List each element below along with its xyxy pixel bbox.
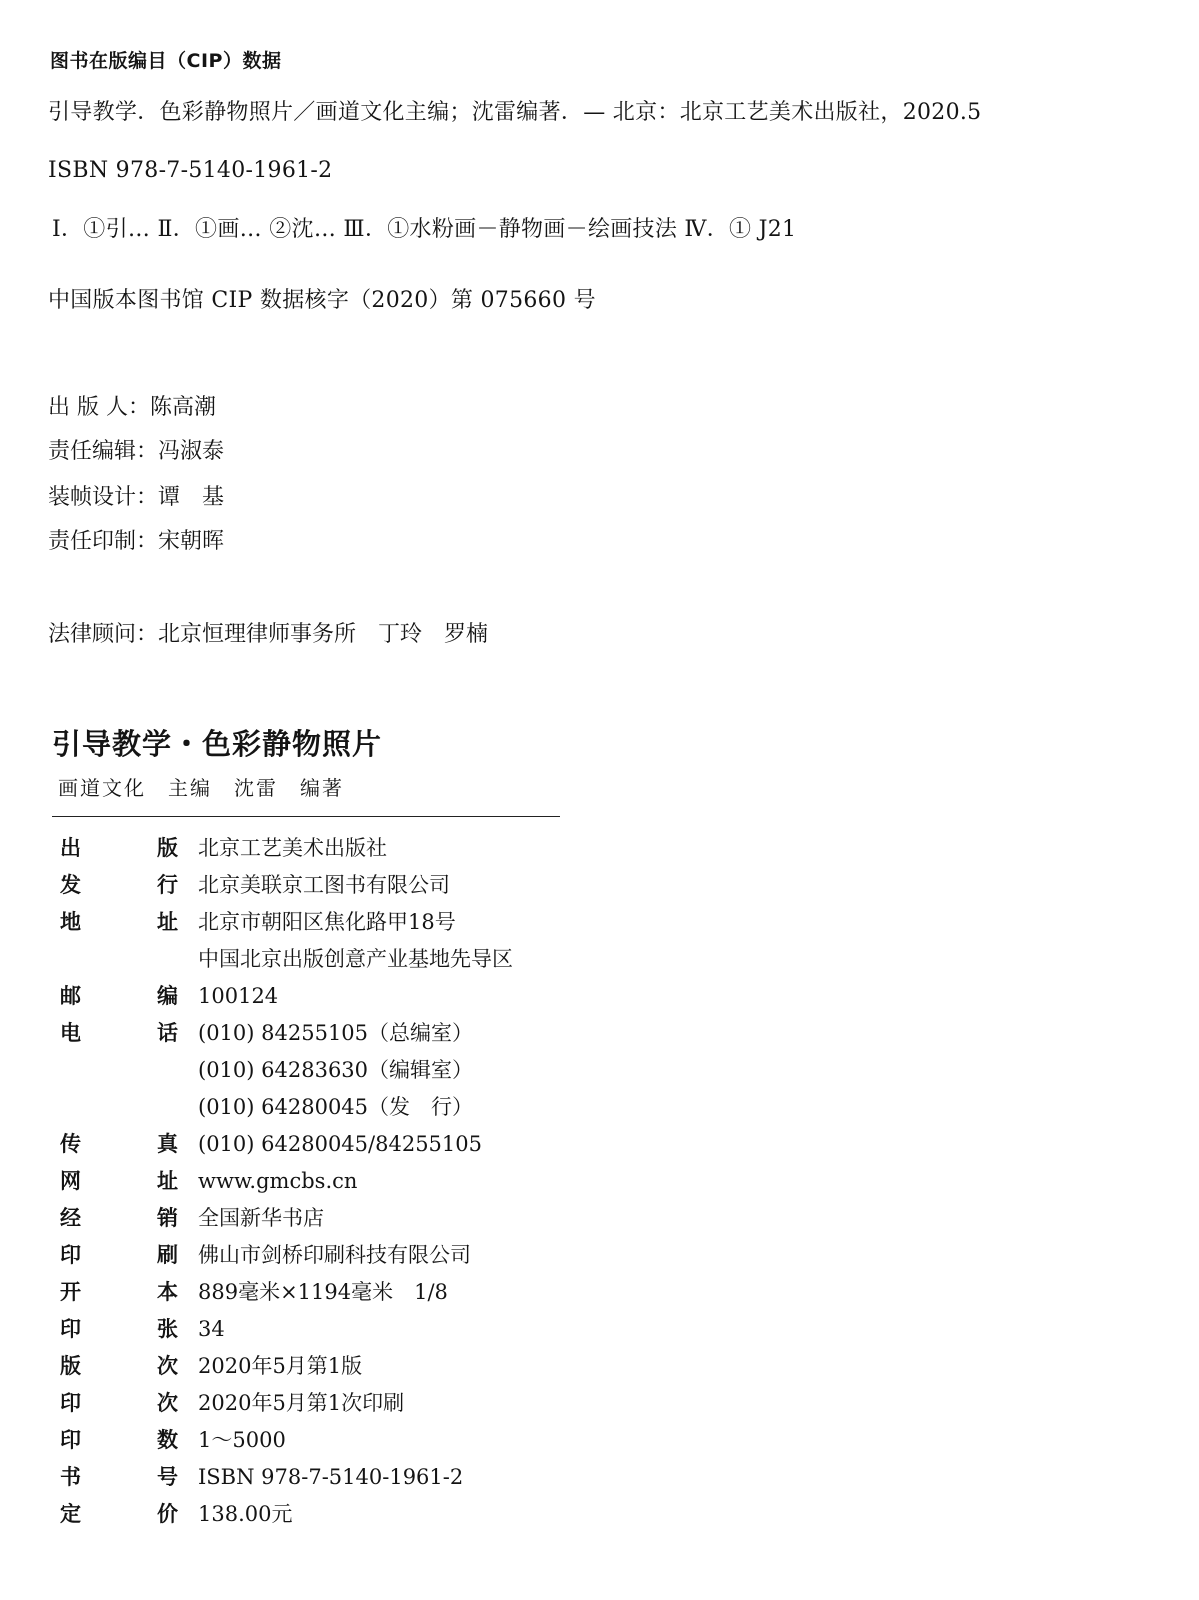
imprint-label-char-1: 印 [60,1243,81,1267]
staff-row-editor [48,434,224,465]
imprint-label [60,1126,178,1163]
imprint-label-char-1: 书 [60,1465,81,1489]
imprint-value: (010) 64283630（编辑室） [198,1058,474,1082]
staff-value: 谭 基 [158,485,225,510]
imprint-row [60,1052,580,1089]
imprint-row [60,941,580,978]
cip-verification: 中国版本图书馆 CIP 数据核字（2020）第 075660 号 [48,288,596,313]
imprint-value: (010) 64280045（发 行） [198,1095,474,1119]
imprint-label-char-2: 址 [157,910,178,934]
imprint-value: 全国新华书店 [198,1206,324,1230]
imprint-label-char-2: 刷 [157,1243,178,1267]
imprint-value: 北京市朝阳区焦化路甲18号 [198,910,456,934]
imprint-label [60,1348,178,1385]
imprint-label [60,1385,178,1422]
cip-classification: Ⅰ．①引… Ⅱ．①画… ②沈… Ⅲ．①水粉画－静物画－绘画技法 Ⅳ．① J21 [52,217,797,242]
imprint-value: 34 [198,1317,225,1341]
imprint-label-char-1: 电 [60,1021,81,1045]
imprint-row [60,1274,580,1311]
imprint-label [60,1459,178,1496]
imprint-label [60,1422,178,1459]
imprint-value: (010) 84255105（总编室） [198,1021,474,1045]
imprint-value: 佛山市剑桥印刷科技有限公司 [198,1243,471,1267]
imprint-value: 889毫米×1194毫米 1/8 [198,1280,448,1304]
imprint-label-char-2: 次 [157,1391,178,1415]
imprint-label-char-2: 行 [157,873,178,897]
imprint-value: 138.00元 [198,1502,293,1526]
imprint-label [60,1200,178,1237]
imprint-label-char-2: 数 [157,1428,178,1452]
imprint-label-char-1: 开 [60,1280,81,1304]
imprint-label-char-2: 编 [157,984,178,1008]
imprint-label-char-1: 版 [60,1354,81,1378]
imprint-label [60,1163,178,1200]
cip-isbn: ISBN 978-7-5140-1961-2 [48,158,333,183]
title-divider [52,816,560,817]
imprint-row [60,1237,580,1274]
cip-entry: 引导教学．色彩静物照片／画道文化主编；沈雷编著．— 北京：北京工艺美术出版社，2020.5 [48,100,982,125]
imprint-label-char-1: 定 [60,1502,81,1526]
imprint-label-char-2: 销 [157,1206,178,1230]
book-title: 引导教学・色彩静物照片 [52,727,383,761]
imprint-label-char-2: 版 [157,836,178,860]
imprint-label-char-1: 邮 [60,984,81,1008]
imprint-value: (010) 64280045/84255105 [198,1132,482,1156]
imprint-label-char-2: 话 [157,1021,178,1045]
imprint-row [60,1459,580,1496]
staff-label: 装帧设计： [48,485,159,510]
imprint-label-char-1: 印 [60,1428,81,1452]
imprint-label-char-2: 次 [157,1354,178,1378]
imprint-label [60,830,178,867]
staff-row-publisher [48,390,216,421]
imprint-row [60,1385,580,1422]
imprint-label-char-2: 真 [157,1132,178,1156]
imprint-label-char-1: 网 [60,1169,81,1193]
imprint-label-char-1: 传 [60,1132,81,1156]
staff-label: 出 版 人： [48,395,150,420]
staff-value: 陈高潮 [150,395,217,420]
imprint-value: 中国北京出版创意产业基地先导区 [198,947,513,971]
imprint-value: 100124 [198,984,279,1008]
imprint-label [60,867,178,904]
staff-label: 责任编辑： [48,439,159,464]
imprint-label-char-1: 印 [60,1391,81,1415]
imprint-row [60,1348,580,1385]
imprint-label-char-1: 出 [60,836,81,860]
imprint-label-char-1: 地 [60,910,81,934]
imprint-label [60,1496,178,1533]
imprint-row [60,830,580,867]
imprint-row [60,904,580,941]
imprint-row [60,1126,580,1163]
imprint-row [60,978,580,1015]
imprint-label [60,1015,178,1052]
imprint-label [60,1274,178,1311]
imprint-value: www.gmcbs.cn [198,1169,358,1193]
staff-value: 宋朝晖 [158,529,225,554]
imprint-label-char-2: 张 [157,1317,178,1341]
legal-advisor-row [48,617,488,648]
imprint-row [60,1496,580,1533]
imprint-label-char-2: 本 [157,1280,178,1304]
imprint-value: 1～5000 [198,1428,286,1452]
imprint-label [60,1311,178,1348]
imprint-table [60,830,580,1533]
imprint-label-char-2: 址 [157,1169,178,1193]
imprint-label-char-1: 经 [60,1206,81,1230]
imprint-value: 北京工艺美术出版社 [198,836,387,860]
staff-row-printing [48,524,224,555]
imprint-row [60,1200,580,1237]
book-authors: 画道文化 主编 沈雷 编著 [58,776,344,800]
imprint-label [60,978,178,1015]
imprint-value: 2020年5月第1次印刷 [198,1391,405,1415]
imprint-label-char-1: 印 [60,1317,81,1341]
imprint-value: ISBN 978-7-5140-1961-2 [198,1465,464,1489]
imprint-label [60,1237,178,1274]
imprint-label [60,904,178,941]
imprint-row [60,867,580,904]
imprint-value: 北京美联京工图书有限公司 [198,873,450,897]
imprint-label-char-1: 发 [60,873,81,897]
legal-label: 法律顾问： [48,622,159,647]
imprint-row [60,1311,580,1348]
cip-heading: 图书在版编目（CIP）数据 [50,50,282,72]
imprint-label-char-2: 价 [157,1502,178,1526]
imprint-row [60,1015,580,1052]
imprint-label-char-2: 号 [157,1465,178,1489]
imprint-value: 2020年5月第1版 [198,1354,363,1378]
imprint-row [60,1163,580,1200]
staff-value: 冯淑泰 [158,439,225,464]
staff-label: 责任印制： [48,529,159,554]
staff-row-designer [48,480,224,511]
legal-value: 北京恒理律师事务所 丁玲 罗楠 [158,622,489,647]
imprint-row [60,1422,580,1459]
imprint-row [60,1089,580,1126]
